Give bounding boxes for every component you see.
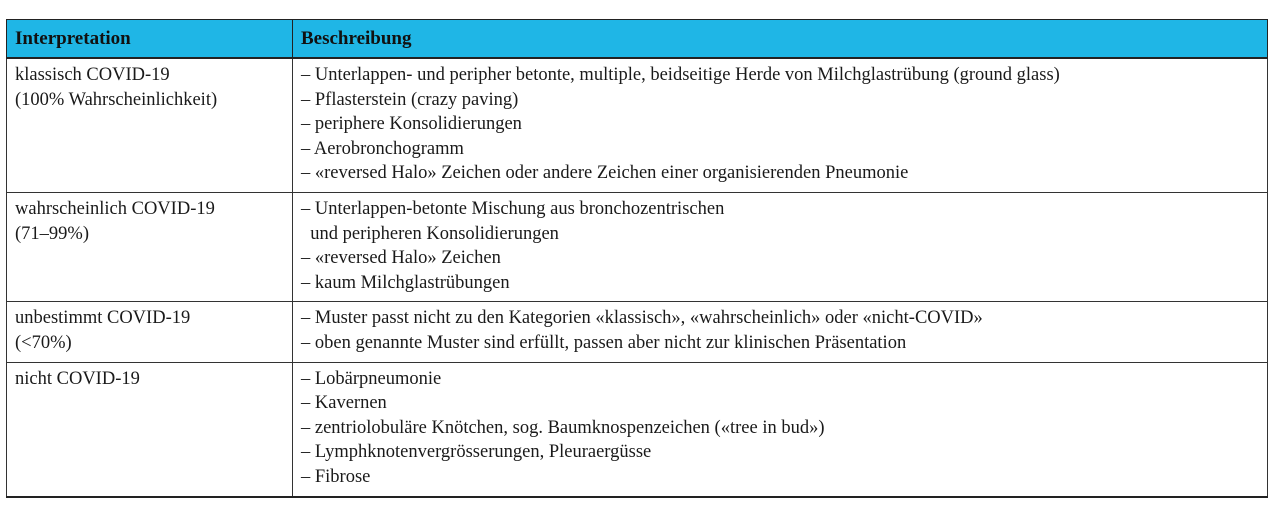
interpretation-line: klassisch COVID-19: [15, 65, 170, 85]
header-interpretation: Interpretation: [7, 20, 293, 59]
description-line: – Fibrose: [301, 466, 371, 487]
description-line: – oben genannte Muster sind erfüllt, passen aber nicht zur klinischen Präsentation: [301, 332, 907, 353]
interpretation-cell: [7, 302, 293, 362]
description-line: – Kavernen: [301, 393, 387, 414]
interpretation-cell: [7, 362, 293, 496]
interpretation-line: (<70%): [15, 332, 72, 353]
description-cell: [293, 302, 1268, 362]
description-cell: [293, 58, 1268, 192]
covid-ct-classification-table: [6, 19, 1268, 498]
description-line: – Lobärpneumonie: [301, 368, 442, 389]
description-line: – Lymphknotenvergrösserungen, Pleuraergüsse: [301, 442, 652, 463]
interpretation-line: nicht COVID-19: [15, 368, 140, 389]
table-header-row: [7, 20, 1268, 59]
table-row: [7, 58, 1268, 192]
table-row: [7, 362, 1268, 496]
description-line: – Unterlappen-betonte Mischung aus bronchozentrischen: [301, 198, 725, 219]
description-line: – kaum Milchglastrübungen: [301, 272, 510, 293]
description-cell: [293, 192, 1268, 301]
description-line: – Unterlappen- und peripher betonte, multiple, beidseitige Herde von Milchglastrübung (ground glass): [301, 65, 1060, 85]
description-line: und peripheren Konsolidierungen: [301, 223, 559, 244]
description-line: – Pflasterstein (crazy paving): [301, 89, 519, 110]
description-line: – Aerobronchogramm: [301, 138, 464, 159]
interpretation-line: (71–99%): [15, 223, 89, 244]
classification-table: [6, 19, 1268, 498]
header-description: Beschreibung: [293, 20, 1268, 59]
description-cell: [293, 362, 1268, 496]
interpretation-line: wahrscheinlich COVID-19: [15, 198, 215, 219]
interpretation-line: (100% Wahrscheinlichkeit): [15, 89, 218, 110]
description-line: – Muster passt nicht zu den Kategorien «klassisch», «wahrscheinlich» oder «nicht-COVID»: [301, 308, 983, 329]
interpretation-cell: [7, 58, 293, 192]
table-row: [7, 192, 1268, 301]
description-line: – «reversed Halo» Zeichen oder andere Zeichen einer organisierenden Pneumonie: [301, 163, 909, 184]
interpretation-cell: [7, 192, 293, 301]
interpretation-line: unbestimmt COVID-19: [15, 308, 191, 329]
description-line: – «reversed Halo» Zeichen: [301, 248, 501, 269]
table-row: [7, 302, 1268, 362]
description-line: – periphere Konsolidierungen: [301, 114, 522, 135]
description-line: – zentriolobuläre Knötchen, sog. Baumknospenzeichen («tree in bud»): [301, 417, 825, 438]
